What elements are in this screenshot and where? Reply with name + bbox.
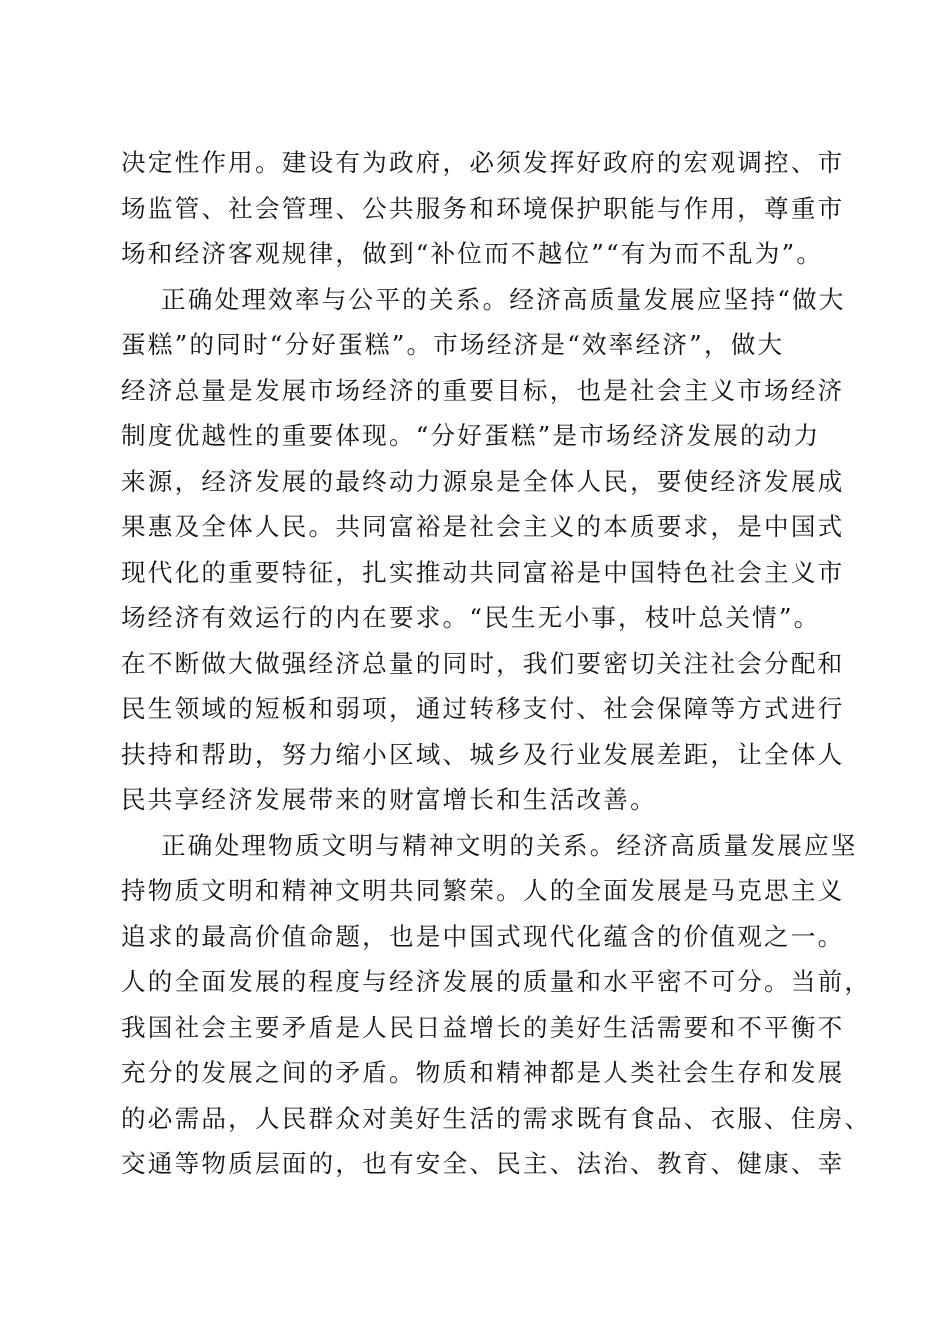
text-line: 场监管、社会管理、公共服务和环境保护职能与作用，尊重市 bbox=[121, 193, 845, 223]
text-line: 现代化的重要特征，扎实推动共同富裕是中国特色社会主义市 bbox=[121, 557, 845, 587]
text-line: 果惠及全体人民。共同富裕是社会主义的本质要求，是中国式 bbox=[121, 512, 845, 541]
text-line: 在不断做大做强经济总量的同时，我们要密切关注社会分配和 bbox=[121, 648, 845, 678]
text-line: 人的全面发展的程度与经济发展的质量和水平密不可分。当前， bbox=[121, 967, 872, 996]
paragraph-start-line: 正确处理物质文明与精神文明的关系。经济高质量发展应坚 bbox=[161, 830, 858, 860]
text-line: 场和经济客观规律，做到“补位而不越位”“有为而不乱为”。 bbox=[121, 239, 824, 268]
text-line: 民生领域的短板和弱项，通过转移支付、社会保障等方式进行 bbox=[121, 694, 845, 723]
text-line: 制度优越性的重要体现。“分好蛋糕”是市场经济发展的动力 bbox=[121, 421, 821, 450]
document-body bbox=[121, 140, 872, 1187]
text-line: 民共享经济发展带来的财富增长和生活改善。 bbox=[121, 785, 657, 814]
text-line: 交通等物质层面的，也有安全、民主、法治、教育、健康、幸 bbox=[121, 1149, 845, 1178]
text-line: 来源，经济发展的最终动力源泉是全体人民，要使经济发展成 bbox=[121, 466, 845, 496]
text-line: 场经济有效运行的内在要求。“民生无小事，枝叶总关情”。 bbox=[121, 603, 821, 632]
text-line: 扶持和帮助，努力缩小区域、城乡及行业发展差距，让全体人 bbox=[121, 739, 845, 769]
paragraph-start-line: 正确处理效率与公平的关系。经济高质量发展应坚持“做大 bbox=[161, 284, 846, 314]
text-line: 我国社会主要矛盾是人民日益增长的美好生活需要和不平衡不 bbox=[121, 1012, 845, 1042]
text-line: 决定性作用。建设有为政府，必须发挥好政府的宏观调控、市 bbox=[121, 148, 845, 177]
text-line: 持物质文明和精神文明共同繁荣。人的全面发展是马克思主义 bbox=[121, 876, 845, 905]
text-line: 的必需品，人民群众对美好生活的需求既有食品、衣服、住房、 bbox=[121, 1103, 872, 1133]
text-line: 经济总量是发展市场经济的重要目标，也是社会主义市场经济 bbox=[121, 375, 845, 405]
text-line: 追求的最高价值命题，也是中国式现代化蕴含的价值观之一。 bbox=[121, 921, 845, 951]
text-line: 蛋糕”的同时“分好蛋糕”。市场经济是“效率经济”，做大 bbox=[121, 330, 785, 359]
text-line: 充分的发展之间的矛盾。物质和精神都是人类社会生存和发展 bbox=[121, 1058, 845, 1087]
